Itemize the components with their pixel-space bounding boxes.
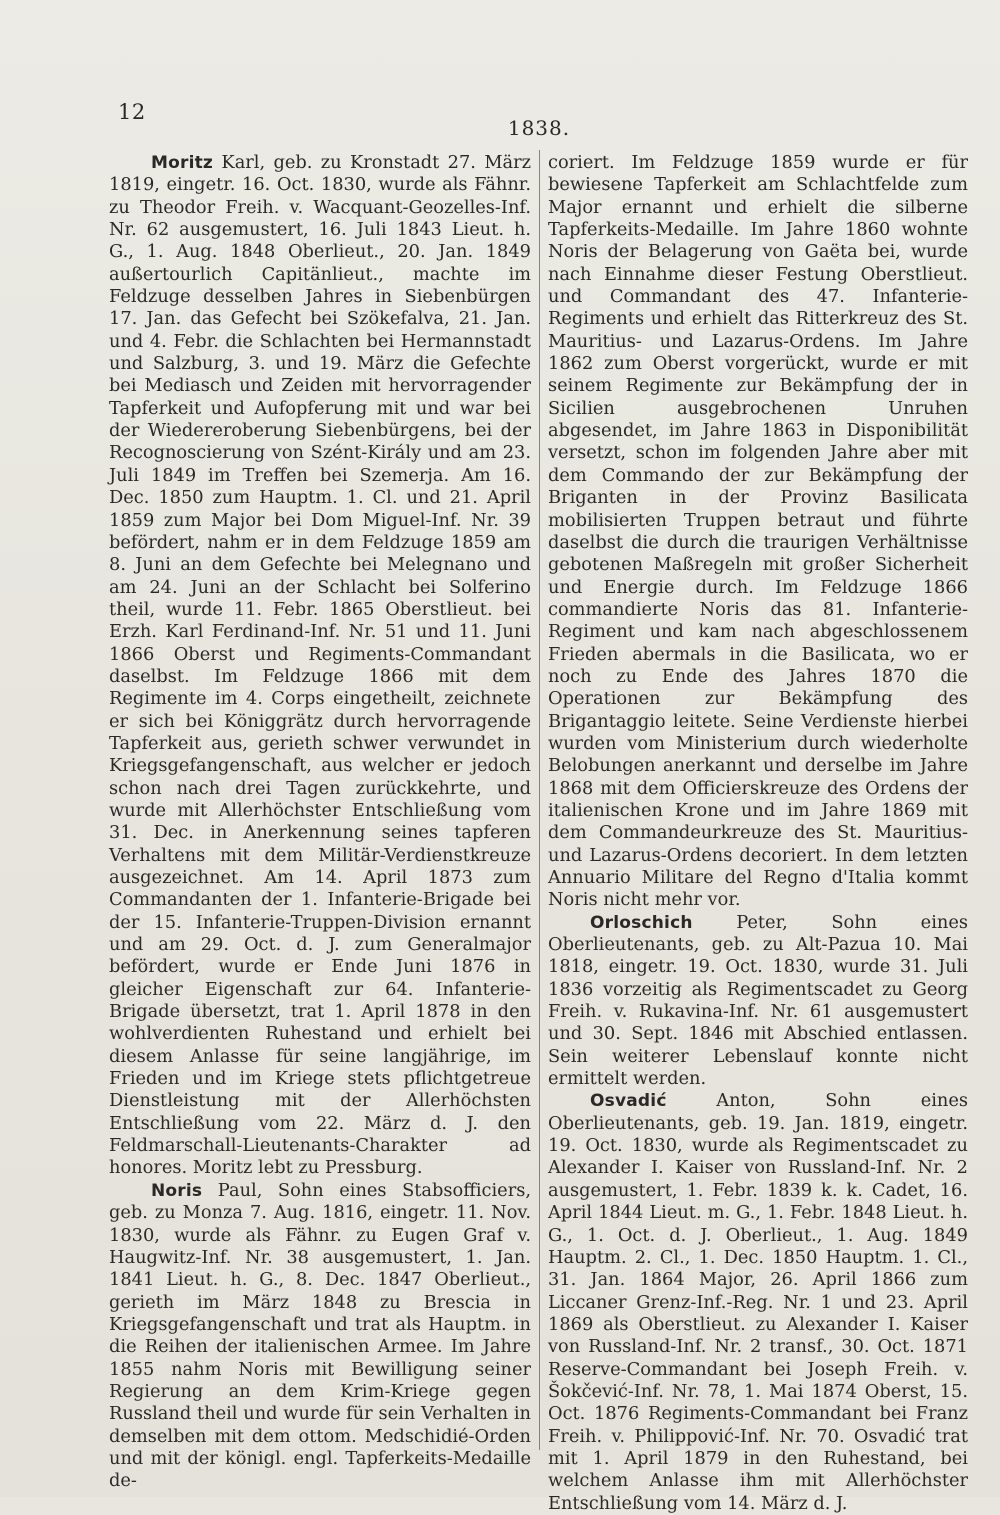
column-divider (539, 150, 540, 1450)
entry-moritz (109, 152, 531, 1180)
entry-text: coriert. Im Feldzuge 1859 wurde er für bewiesene Tapferkeit am Schlachtfelde zum Major ernannt und erhielt die silberne Tapferkeits-Medaille. Im Jahre 1860 wohnte Noris der Belagerung von Gaëta bei, wurde nach Einnahme dieser Festung Oberstlieut. und Commandant des 47. Infanterie-Regiments und erhielt das Ritterkreuz des St. Mauritius- und Lazarus-Ordens. Im Jahre 1862 zum Oberst vorgerückt, wurde er mit seinem Regimente zur Bekämpfung der in Sicilien ausgebrochenen Unruhen abgesendet, im Jahre 1863 in Disponibilität versetzt, schon im folgenden Jahre aber mit dem Commando der zur Bekämpfung der Briganten in der Provinz Basilicata mobilisierten Truppen betraut und führte daselbst die durch die traurigen Verhältnisse gebotenen Maßregeln mit großer Sicherheit und Energie durch. Im Feldzuge 1866 commandierte Noris das 81. Infanterie-Regiment und kam nach abgeschlossenem Frieden abermals in die Basilicata, wo er noch zu Ende des Jahres 1870 die Operationen zur Bekämpfung des Brigantaggio leitete. Seine Verdienste hierbei wurden vom Ministerium durch wiederholte Belobungen anerkannt und derselbe im Jahre 1868 mit dem Officierskreuze des Ordens der italienischen Krone und im Jahre 1869 mit dem Commandeurkreuze des St. Mauritius- und Lazarus-Ordens decoriert. In dem letzten Annuario Militare del Regno d'Italia kommt Noris nicht mehr vor. (548, 152, 968, 911)
entry-orloschich (548, 912, 968, 1091)
entry-name: Orloschich (590, 912, 693, 933)
entry-name: Osvadić (590, 1091, 667, 1112)
entry-noris (109, 1180, 531, 1493)
entry-text: Peter, Sohn eines Oberlieutenants, geb. zu Alt-Pazua 10. Mai 1818, eingetr. 19. Oct. 1830, wurde 31. Juli 1836 vorzeitig als Regimentscadet zu Georg Freih. v. Rukavina-Inf. Nr. 61 ausgemustert und 30. Sept. 1846 mit Abschied entlassen. Sein weiterer Lebenslauf konnte nicht ermittelt werden. (548, 911, 968, 1090)
entry-text: Karl, geb. zu Kronstadt 27. März 1819, eingetr. 16. Oct. 1830, wurde als Fähnr. zu Theodor Freih. v. Wacquant-Geozelles-Inf. Nr. 62 ausgemustert, 16. Juli 1843 Lieut. h. G., 1. Aug. 1848 Oberlieut., 20. Jan. 1849 außertourlich Capitänlieut., machte im Feldzuge desselben Jahres in Siebenbürgen 17. Jan. das Gefecht bei Szökefalva, 21. Jan. und 4. Febr. die Schlachten bei Hermannstadt und Salzburg, 3. und 19. März die Gefechte bei Mediasch und Zeiden mit hervorragender Tapferkeit und Aufopferung mit und war bei der Wiedereroberung Siebenbürgens, bei der Recognoscierung von Szént-Király und am 23. Juli 1849 im Treffen bei Szemerja. Am 16. Dec. 1850 zum Hauptm. 1. Cl. und 21. April 1859 zum Major bei Dom Miguel-Inf. Nr. 39 befördert, nahm er in dem Feldzuge 1859 am 8. Juni an dem Gefechte bei Melegnano und am 24. Juni an der Schlacht bei Solferino theil, wurde 11. Febr. 1865 Oberstlieut. bei Erzh. Karl Ferdinand-Inf. Nr. 51 und 11. Juni 1866 Oberst und Regiments-Commandant daselbst. Im Feldzuge 1866 mit dem Regimente im 4. Corps eingetheilt, zeichnete er sich bei Königgrätz durch hervorragende Tapferkeit aus, gerieth schwer verwundet in Kriegsgefangenschaft, aus welcher er jedoch schon nach drei Tagen zurückkehrte, und wurde mit Allerhöchster Entschließung vom 31. Dec. in Anerkennung seines tapferen Verhaltens mit dem Militär-Verdienstkreuze ausgezeichnet. Am 14. April 1873 zum Commandanten der 1. Infanterie-Brigade bei der 15. Infanterie-Truppen-Division ernannt und am 29. Oct. d. J. zum Generalmajor befördert, wurde er Ende Juni 1876 in gleicher Eigenschaft zur 64. Infanterie-Brigade übersetzt, trat 1. April 1878 in den wohlverdienten Ruhestand und erhielt bei diesem Anlasse für seine langjährige, im Frieden und im Kriege stets pflichtgetreue Dienstleistung mit der Allerhöchsten Entschließung vom 22. März d. J. den Feldmarschall-Lieutenants-Charakter ad honores. Moritz lebt zu Pressburg. (109, 152, 531, 1179)
entry-name: Moritz (151, 153, 214, 173)
left-column (109, 152, 531, 1493)
page-year-heading: 1838. (507, 116, 571, 140)
entry-osvadic (548, 1090, 968, 1515)
page-number: 12 (118, 100, 146, 124)
entry-text: Anton, Sohn eines Oberlieutenants, geb. 19. Jan. 1819, eingetr. 19. Oct. 1830, wurde als Regimentscadet zu Alexander I. Kaiser von Russland-Inf. Nr. 2 ausgemustert, 1. Febr. 1839 k. k. Cadet, 16. April 1844 Lieut. m. G., 1. Febr. 1848 Lieut. h. G., 1. Oct. d. J. Oberlieut., 1. Aug. 1849 Hauptm. 2. Cl., 1. Dec. 1850 Hauptm. 1. Cl., 31. Jan. 1864 Major, 26. April 1866 zum Liccaner Grenz-Inf.-Reg. Nr. 1 und 23. April 1869 als Oberstlieut. zu Alexander I. Kaiser von Russland-Inf. Nr. 2 transf., 30. Oct. 1871 Reserve-Commandant bei Joseph Freih. v. Šokčević-Inf. Nr. 78, 1. Mai 1874 Oberst, 15. Oct. 1876 Regiments-Commandant bei Franz Freih. v. Philippović-Inf. Nr. 70. Osvadić trat mit 1. April 1879 in den Ruhestand, bei welchem Anlasse ihm mit Allerhöchster Entschließung vom 14. März d. J. (548, 1090, 969, 1514)
entry-name: Noris (151, 1180, 203, 1201)
entry-noris-continued (548, 152, 968, 912)
right-column (548, 152, 968, 1515)
entry-text: Paul, Sohn eines Stabsofficiers, geb. zu Monza 7. Aug. 1816, eingetr. 11. Nov. 1830, wurde als Fähnr. zu Eugen Graf v. Haugwitz-Inf. Nr. 38 ausgemustert, 1. Jan. 1841 Lieut. h. G., 8. Dec. 1847 Oberlieut., gerieth im März 1848 zu Brescia in Kriegsgefangenschaft und trat als Hauptm. in die Reihen der italienischen Armee. Im Jahre 1855 nahm Noris mit Bewilligung seiner Regierung an dem Krim-Kriege gegen Russland theil und wurde für sein Verhalten in demselben mit dem ottom. Medschidié-Orden und mit der königl. engl. Tapferkeits-Medaille de- (109, 1179, 531, 1492)
